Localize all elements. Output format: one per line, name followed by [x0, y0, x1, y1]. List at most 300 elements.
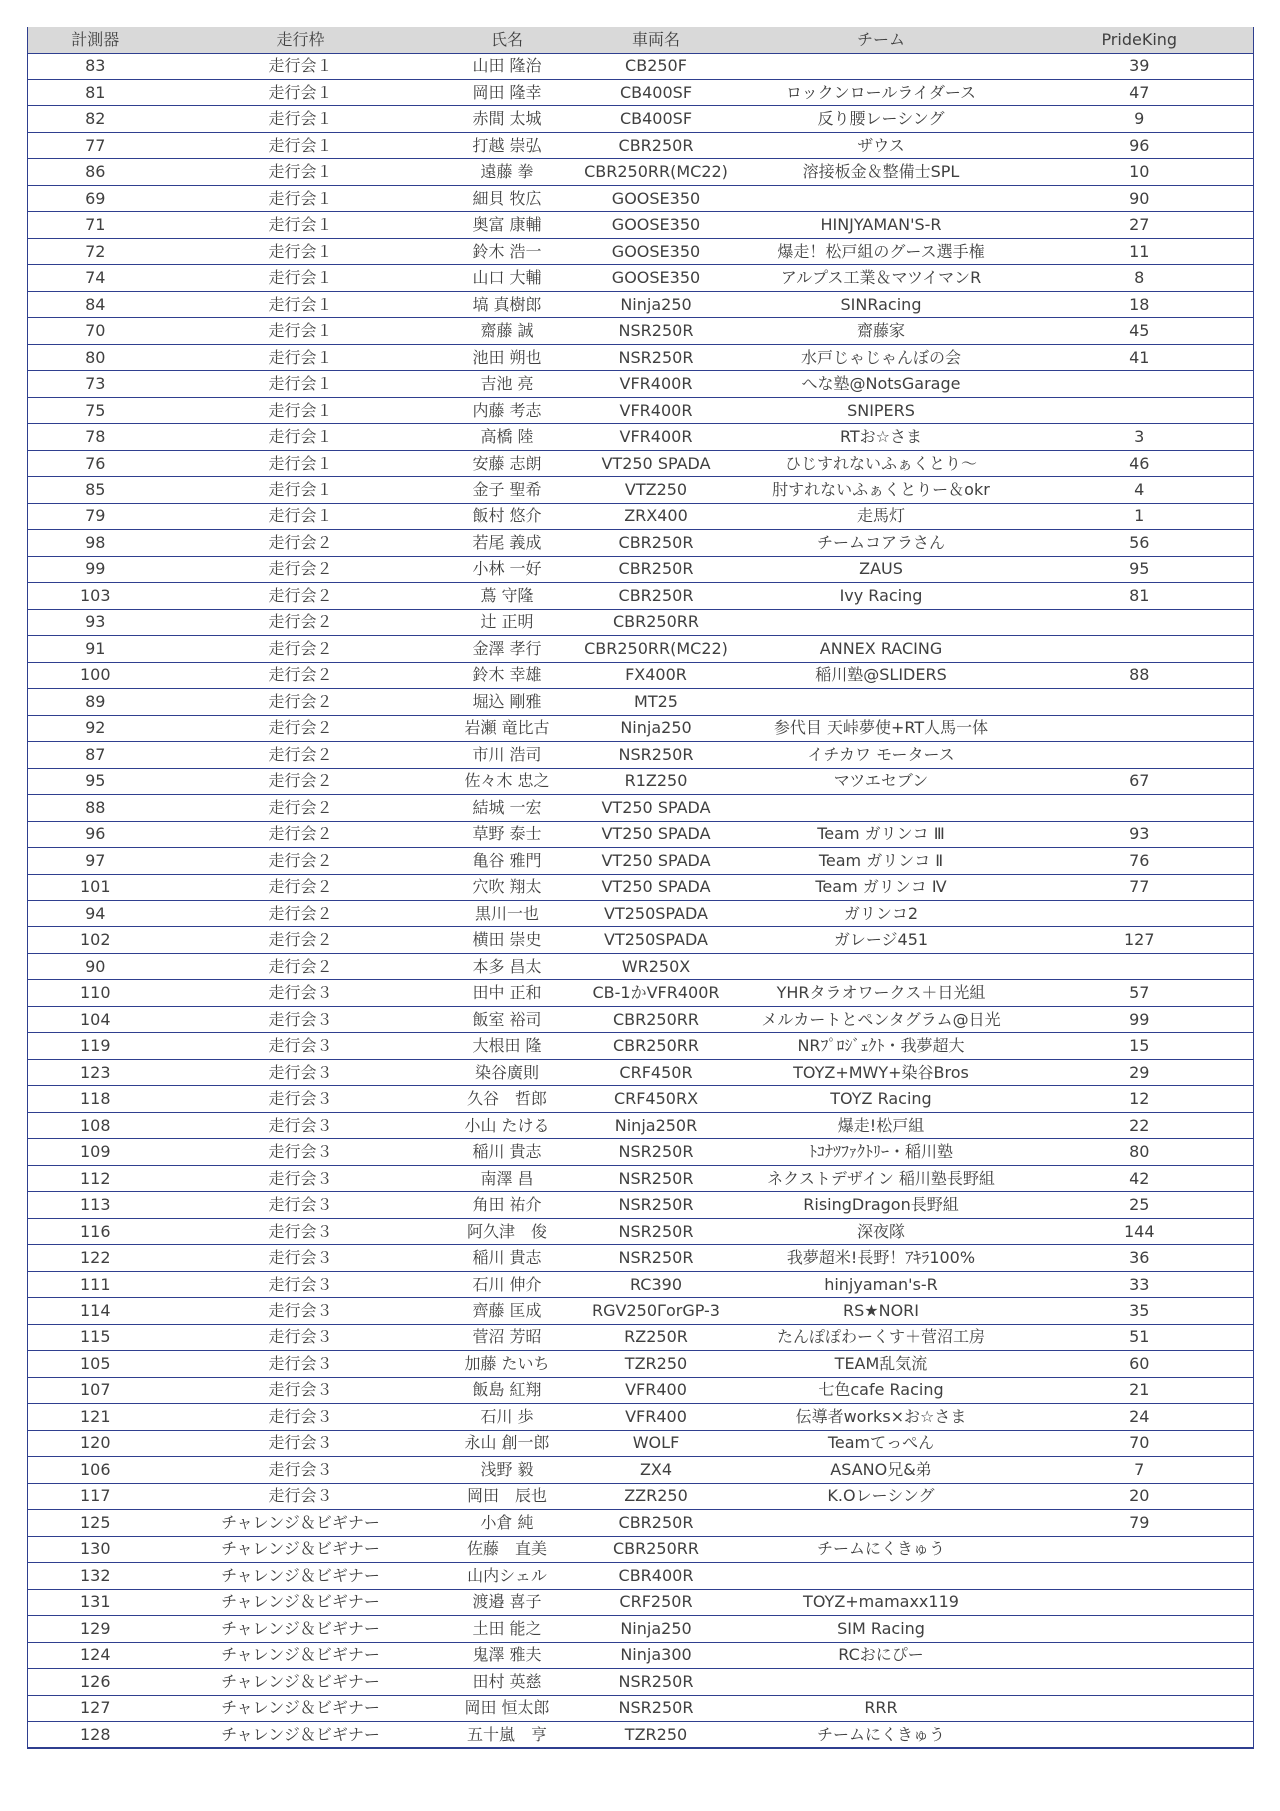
table-row [28, 1642, 1254, 1668]
cell-rider-name: 飯室 裕司 [439, 1006, 576, 1032]
cell-prideking: 36 [1026, 1245, 1254, 1271]
cell-vehicle-name: VT250 SPADA [576, 450, 737, 476]
cell-timer-number: 129 [28, 1616, 163, 1642]
table-row [28, 185, 1254, 211]
table-row [28, 795, 1254, 821]
cell-vehicle-name: CRF450R [576, 1059, 737, 1085]
cell-session: 走行会１ [163, 106, 439, 132]
cell-team: RCおにぴー [737, 1642, 1026, 1668]
cell-team: 爆走!松戸組 [737, 1112, 1026, 1138]
cell-session: 走行会２ [163, 742, 439, 768]
cell-session: 走行会１ [163, 503, 439, 529]
cell-session: チャレンジ＆ビギナー [163, 1722, 439, 1748]
cell-prideking [1026, 715, 1254, 741]
table-row [28, 1059, 1254, 1085]
cell-timer-number: 128 [28, 1722, 163, 1748]
cell-session: 走行会１ [163, 424, 439, 450]
table-row [28, 265, 1254, 291]
cell-timer-number: 127 [28, 1695, 163, 1721]
cell-rider-name: 結城 一宏 [439, 795, 576, 821]
cell-team: SIM Racing [737, 1616, 1026, 1642]
cell-team: NRﾌﾟﾛｼﾞｪｸﾄ・我夢超大 [737, 1033, 1026, 1059]
cell-prideking [1026, 1722, 1254, 1748]
cell-prideking [1026, 1616, 1254, 1642]
cell-timer-number: 95 [28, 768, 163, 794]
cell-vehicle-name: VT250 SPADA [576, 821, 737, 847]
cell-prideking: 76 [1026, 848, 1254, 874]
cell-vehicle-name: VT250SPADA [576, 927, 737, 953]
cell-rider-name: 石川 伸介 [439, 1271, 576, 1297]
cell-prideking: 1 [1026, 503, 1254, 529]
entry-list-table [27, 27, 1254, 1749]
cell-team: 反り腰レーシング [737, 106, 1026, 132]
cell-team: RS★NORI [737, 1298, 1026, 1324]
cell-timer-number: 80 [28, 344, 163, 370]
cell-session: 走行会３ [163, 1139, 439, 1165]
cell-timer-number: 79 [28, 503, 163, 529]
cell-rider-name: 南澤 昌 [439, 1165, 576, 1191]
cell-session: 走行会１ [163, 318, 439, 344]
cell-timer-number: 131 [28, 1589, 163, 1615]
cell-session: 走行会３ [163, 1086, 439, 1112]
cell-team [737, 1669, 1026, 1695]
table-row [28, 477, 1254, 503]
table-row [28, 1271, 1254, 1297]
header-rider-name: 氏名 [439, 27, 576, 53]
cell-rider-name: 塙 真樹郎 [439, 291, 576, 317]
cell-timer-number: 105 [28, 1351, 163, 1377]
cell-vehicle-name: Ninja250 [576, 1616, 737, 1642]
cell-prideking: 144 [1026, 1218, 1254, 1244]
cell-team: YHRタラオワークス＋日光組 [737, 980, 1026, 1006]
table-row [28, 1483, 1254, 1509]
cell-team: ZAUS [737, 556, 1026, 582]
cell-prideking: 7 [1026, 1457, 1254, 1483]
table-row [28, 636, 1254, 662]
cell-vehicle-name: VTZ250 [576, 477, 737, 503]
cell-timer-number: 106 [28, 1457, 163, 1483]
table-row [28, 371, 1254, 397]
cell-prideking: 56 [1026, 530, 1254, 556]
cell-session: 走行会３ [163, 1271, 439, 1297]
cell-prideking: 81 [1026, 583, 1254, 609]
table-row [28, 874, 1254, 900]
cell-timer-number: 99 [28, 556, 163, 582]
cell-rider-name: 遠藤 拳 [439, 159, 576, 185]
cell-timer-number: 78 [28, 424, 163, 450]
cell-rider-name: 田村 英慈 [439, 1669, 576, 1695]
cell-team: ガレージ451 [737, 927, 1026, 953]
cell-prideking: 77 [1026, 874, 1254, 900]
cell-team: hinjyaman's-R [737, 1271, 1026, 1297]
cell-session: チャレンジ＆ビギナー [163, 1669, 439, 1695]
cell-team: TOYZ+MWY+染谷Bros [737, 1059, 1026, 1085]
table-row [28, 1112, 1254, 1138]
header-timer-number: 計測器 [28, 27, 163, 53]
cell-vehicle-name: R1Z250 [576, 768, 737, 794]
table-row [28, 397, 1254, 423]
table-row [28, 79, 1254, 105]
cell-team: Teamてっぺん [737, 1430, 1026, 1456]
cell-rider-name: 吉池 亮 [439, 371, 576, 397]
cell-vehicle-name: FX400R [576, 662, 737, 688]
cell-team: アルプス工業＆マツイマンR [737, 265, 1026, 291]
cell-rider-name: 山田 隆治 [439, 53, 576, 79]
cell-session: 走行会１ [163, 159, 439, 185]
cell-vehicle-name: CBR250R [576, 132, 737, 158]
table-body [28, 53, 1254, 1748]
cell-session: 走行会３ [163, 1218, 439, 1244]
cell-vehicle-name: VT250SPADA [576, 901, 737, 927]
cell-timer-number: 103 [28, 583, 163, 609]
cell-vehicle-name: NSR250R [576, 1695, 737, 1721]
cell-timer-number: 117 [28, 1483, 163, 1509]
cell-vehicle-name: MT25 [576, 689, 737, 715]
table-row [28, 344, 1254, 370]
cell-vehicle-name: NSR250R [576, 344, 737, 370]
cell-session: 走行会２ [163, 848, 439, 874]
cell-session: 走行会３ [163, 980, 439, 1006]
cell-timer-number: 87 [28, 742, 163, 768]
cell-team: Team ガリンコ Ⅲ [737, 821, 1026, 847]
cell-team [737, 953, 1026, 979]
cell-rider-name: 蔦 守隆 [439, 583, 576, 609]
cell-rider-name: 小倉 純 [439, 1510, 576, 1536]
table-row [28, 503, 1254, 529]
cell-prideking [1026, 397, 1254, 423]
cell-rider-name: 土田 能之 [439, 1616, 576, 1642]
cell-prideking [1026, 609, 1254, 635]
cell-session: 走行会３ [163, 1033, 439, 1059]
cell-team: ひじすれないふぁくとり〜 [737, 450, 1026, 476]
cell-rider-name: 高橋 陸 [439, 424, 576, 450]
cell-session: チャレンジ＆ビギナー [163, 1510, 439, 1536]
cell-vehicle-name: ZX4 [576, 1457, 737, 1483]
cell-timer-number: 132 [28, 1563, 163, 1589]
cell-prideking: 96 [1026, 132, 1254, 158]
cell-team: SINRacing [737, 291, 1026, 317]
cell-prideking [1026, 953, 1254, 979]
cell-rider-name: 大根田 隆 [439, 1033, 576, 1059]
cell-rider-name: 浅野 毅 [439, 1457, 576, 1483]
cell-vehicle-name: VFR400R [576, 424, 737, 450]
cell-timer-number: 71 [28, 212, 163, 238]
cell-team: ガリンコ2 [737, 901, 1026, 927]
cell-session: 走行会３ [163, 1192, 439, 1218]
cell-timer-number: 116 [28, 1218, 163, 1244]
header-session: 走行枠 [163, 27, 439, 53]
cell-rider-name: 堀込 剛雅 [439, 689, 576, 715]
cell-session: 走行会１ [163, 291, 439, 317]
cell-timer-number: 73 [28, 371, 163, 397]
cell-session: 走行会１ [163, 477, 439, 503]
cell-timer-number: 98 [28, 530, 163, 556]
cell-vehicle-name: RC390 [576, 1271, 737, 1297]
table-row [28, 609, 1254, 635]
cell-session: 走行会３ [163, 1245, 439, 1271]
cell-team: チームにくきゅう [737, 1536, 1026, 1562]
table-row [28, 662, 1254, 688]
table-row [28, 1722, 1254, 1748]
cell-prideking: 88 [1026, 662, 1254, 688]
table-row [28, 1324, 1254, 1350]
cell-rider-name: 鈴木 幸雄 [439, 662, 576, 688]
table-row [28, 1351, 1254, 1377]
cell-team: 走馬灯 [737, 503, 1026, 529]
cell-prideking: 11 [1026, 238, 1254, 264]
cell-prideking [1026, 901, 1254, 927]
table-row [28, 132, 1254, 158]
cell-vehicle-name: CBR250RR [576, 1536, 737, 1562]
cell-timer-number: 82 [28, 106, 163, 132]
cell-rider-name: 阿久津 俊 [439, 1218, 576, 1244]
table-row [28, 53, 1254, 79]
cell-timer-number: 97 [28, 848, 163, 874]
cell-prideking: 33 [1026, 1271, 1254, 1297]
cell-vehicle-name: CB250F [576, 53, 737, 79]
cell-rider-name: 亀谷 雅門 [439, 848, 576, 874]
cell-vehicle-name: CBR250RR [576, 609, 737, 635]
cell-session: 走行会１ [163, 344, 439, 370]
cell-session: チャレンジ＆ビギナー [163, 1616, 439, 1642]
cell-session: 走行会２ [163, 715, 439, 741]
table-row [28, 742, 1254, 768]
cell-team: メルカートとペンタグラム@日光 [737, 1006, 1026, 1032]
table-row [28, 1510, 1254, 1536]
cell-vehicle-name: CRF250R [576, 1589, 737, 1615]
cell-vehicle-name: VFR400R [576, 371, 737, 397]
cell-session: 走行会３ [163, 1112, 439, 1138]
cell-vehicle-name: NSR250R [576, 1139, 737, 1165]
cell-prideking: 25 [1026, 1192, 1254, 1218]
cell-session: 走行会３ [163, 1165, 439, 1191]
cell-team: 我夢超米!長野！ｱｷﾗ100% [737, 1245, 1026, 1271]
table-row [28, 1033, 1254, 1059]
cell-rider-name: 田中 正和 [439, 980, 576, 1006]
cell-vehicle-name: Ninja300 [576, 1642, 737, 1668]
cell-session: 走行会１ [163, 185, 439, 211]
cell-rider-name: 永山 創一郎 [439, 1430, 576, 1456]
cell-rider-name: 石川 歩 [439, 1404, 576, 1430]
cell-prideking: 93 [1026, 821, 1254, 847]
cell-rider-name: 赤間 太城 [439, 106, 576, 132]
cell-vehicle-name: VFR400R [576, 397, 737, 423]
cell-rider-name: 染谷廣則 [439, 1059, 576, 1085]
table-row [28, 768, 1254, 794]
cell-team: 爆走！松戸組のグース選手権 [737, 238, 1026, 264]
cell-prideking [1026, 1642, 1254, 1668]
cell-vehicle-name: VT250 SPADA [576, 848, 737, 874]
cell-prideking: 35 [1026, 1298, 1254, 1324]
cell-session: 走行会１ [163, 132, 439, 158]
table-row [28, 1218, 1254, 1244]
cell-prideking: 80 [1026, 1139, 1254, 1165]
cell-timer-number: 102 [28, 927, 163, 953]
cell-session: 走行会１ [163, 265, 439, 291]
cell-team [737, 689, 1026, 715]
cell-rider-name: 稲川 貴志 [439, 1139, 576, 1165]
cell-rider-name: 草野 泰士 [439, 821, 576, 847]
cell-rider-name: 岡田 隆幸 [439, 79, 576, 105]
cell-session: チャレンジ＆ビギナー [163, 1642, 439, 1668]
cell-team: ザウス [737, 132, 1026, 158]
cell-timer-number: 124 [28, 1642, 163, 1668]
cell-timer-number: 115 [28, 1324, 163, 1350]
table-row [28, 1165, 1254, 1191]
cell-rider-name: 佐藤 直美 [439, 1536, 576, 1562]
cell-timer-number: 112 [28, 1165, 163, 1191]
table-row [28, 1192, 1254, 1218]
table-row [28, 1245, 1254, 1271]
cell-vehicle-name: NSR250R [576, 318, 737, 344]
cell-team: 溶接板金＆整備士SPL [737, 159, 1026, 185]
cell-team: Ivy Racing [737, 583, 1026, 609]
cell-prideking: 18 [1026, 291, 1254, 317]
cell-session: 走行会３ [163, 1377, 439, 1403]
cell-team: マツエセブン [737, 768, 1026, 794]
cell-rider-name: 飯村 悠介 [439, 503, 576, 529]
cell-team: TOYZ+mamaxx119 [737, 1589, 1026, 1615]
cell-session: 走行会３ [163, 1298, 439, 1324]
cell-timer-number: 76 [28, 450, 163, 476]
cell-team: Team ガリンコ Ⅱ [737, 848, 1026, 874]
cell-rider-name: 山内シェル [439, 1563, 576, 1589]
table-row [28, 848, 1254, 874]
cell-prideking: 39 [1026, 53, 1254, 79]
cell-team: SNIPERS [737, 397, 1026, 423]
header-prideking: PrideKing [1026, 27, 1254, 53]
table-row [28, 450, 1254, 476]
cell-session: 走行会２ [163, 927, 439, 953]
table-header [28, 27, 1254, 53]
cell-rider-name: 小林 一好 [439, 556, 576, 582]
cell-team: 七色cafe Racing [737, 1377, 1026, 1403]
cell-prideking [1026, 795, 1254, 821]
cell-timer-number: 111 [28, 1271, 163, 1297]
cell-vehicle-name: CBR400R [576, 1563, 737, 1589]
cell-team: TEAM乱気流 [737, 1351, 1026, 1377]
cell-vehicle-name: Ninja250 [576, 715, 737, 741]
cell-rider-name: 佐々木 忠之 [439, 768, 576, 794]
cell-timer-number: 93 [28, 609, 163, 635]
cell-prideking [1026, 742, 1254, 768]
table-row [28, 1139, 1254, 1165]
table-row [28, 212, 1254, 238]
cell-rider-name: 加藤 たいち [439, 1351, 576, 1377]
table-row [28, 291, 1254, 317]
cell-team [737, 795, 1026, 821]
cell-session: 走行会３ [163, 1457, 439, 1483]
cell-rider-name: 飯島 紅翔 [439, 1377, 576, 1403]
cell-team [737, 1563, 1026, 1589]
cell-rider-name: 角田 祐介 [439, 1192, 576, 1218]
cell-rider-name: 渡邉 喜子 [439, 1589, 576, 1615]
cell-prideking: 12 [1026, 1086, 1254, 1112]
cell-prideking: 9 [1026, 106, 1254, 132]
cell-rider-name: 池田 朔也 [439, 344, 576, 370]
cell-prideking: 42 [1026, 1165, 1254, 1191]
cell-team: 齋藤家 [737, 318, 1026, 344]
cell-vehicle-name: GOOSE350 [576, 238, 737, 264]
cell-rider-name: 岡田 辰也 [439, 1483, 576, 1509]
cell-timer-number: 118 [28, 1086, 163, 1112]
cell-team: ANNEX RACING [737, 636, 1026, 662]
cell-timer-number: 81 [28, 79, 163, 105]
cell-timer-number: 125 [28, 1510, 163, 1536]
cell-timer-number: 110 [28, 980, 163, 1006]
cell-session: 走行会１ [163, 450, 439, 476]
cell-prideking: 47 [1026, 79, 1254, 105]
cell-prideking: 22 [1026, 1112, 1254, 1138]
cell-timer-number: 126 [28, 1669, 163, 1695]
header-team: チーム [737, 27, 1026, 53]
cell-session: 走行会２ [163, 556, 439, 582]
table-row [28, 1669, 1254, 1695]
cell-vehicle-name: RZ250R [576, 1324, 737, 1350]
cell-vehicle-name: NSR250R [576, 1192, 737, 1218]
table-row [28, 1086, 1254, 1112]
cell-rider-name: 岩瀬 竜比古 [439, 715, 576, 741]
cell-vehicle-name: NSR250R [576, 742, 737, 768]
cell-rider-name: 岡田 恒太郎 [439, 1695, 576, 1721]
cell-session: 走行会２ [163, 583, 439, 609]
table-row [28, 980, 1254, 1006]
cell-team: 稲川塾@SLIDERS [737, 662, 1026, 688]
cell-prideking [1026, 636, 1254, 662]
table-row [28, 1404, 1254, 1430]
cell-rider-name: 齊藤 匡成 [439, 1298, 576, 1324]
cell-prideking: 29 [1026, 1059, 1254, 1085]
cell-team [737, 185, 1026, 211]
cell-session: 走行会１ [163, 53, 439, 79]
cell-team: チームにくきゅう [737, 1722, 1026, 1748]
cell-timer-number: 74 [28, 265, 163, 291]
cell-vehicle-name: GOOSE350 [576, 185, 737, 211]
table-row [28, 901, 1254, 927]
cell-prideking: 60 [1026, 1351, 1254, 1377]
cell-vehicle-name: ZRX400 [576, 503, 737, 529]
cell-session: 走行会２ [163, 662, 439, 688]
cell-team [737, 609, 1026, 635]
cell-prideking: 27 [1026, 212, 1254, 238]
table-row [28, 318, 1254, 344]
cell-prideking: 15 [1026, 1033, 1254, 1059]
cell-prideking: 95 [1026, 556, 1254, 582]
cell-timer-number: 77 [28, 132, 163, 158]
cell-prideking [1026, 689, 1254, 715]
cell-timer-number: 91 [28, 636, 163, 662]
cell-timer-number: 94 [28, 901, 163, 927]
table-row [28, 1430, 1254, 1456]
cell-rider-name: 金子 聖希 [439, 477, 576, 503]
cell-prideking: 70 [1026, 1430, 1254, 1456]
cell-team: RisingDragon長野組 [737, 1192, 1026, 1218]
cell-session: 走行会２ [163, 953, 439, 979]
cell-session: 走行会２ [163, 768, 439, 794]
cell-vehicle-name: CBR250RR [576, 1006, 737, 1032]
cell-prideking [1026, 1695, 1254, 1721]
cell-prideking [1026, 1589, 1254, 1615]
cell-vehicle-name: CBR250R [576, 1510, 737, 1536]
cell-prideking: 51 [1026, 1324, 1254, 1350]
table-row [28, 424, 1254, 450]
cell-team: 水戸じゃじゃんぼの会 [737, 344, 1026, 370]
cell-rider-name: 鬼澤 雅夫 [439, 1642, 576, 1668]
cell-timer-number: 104 [28, 1006, 163, 1032]
table-row [28, 106, 1254, 132]
cell-session: 走行会２ [163, 689, 439, 715]
cell-prideking: 3 [1026, 424, 1254, 450]
